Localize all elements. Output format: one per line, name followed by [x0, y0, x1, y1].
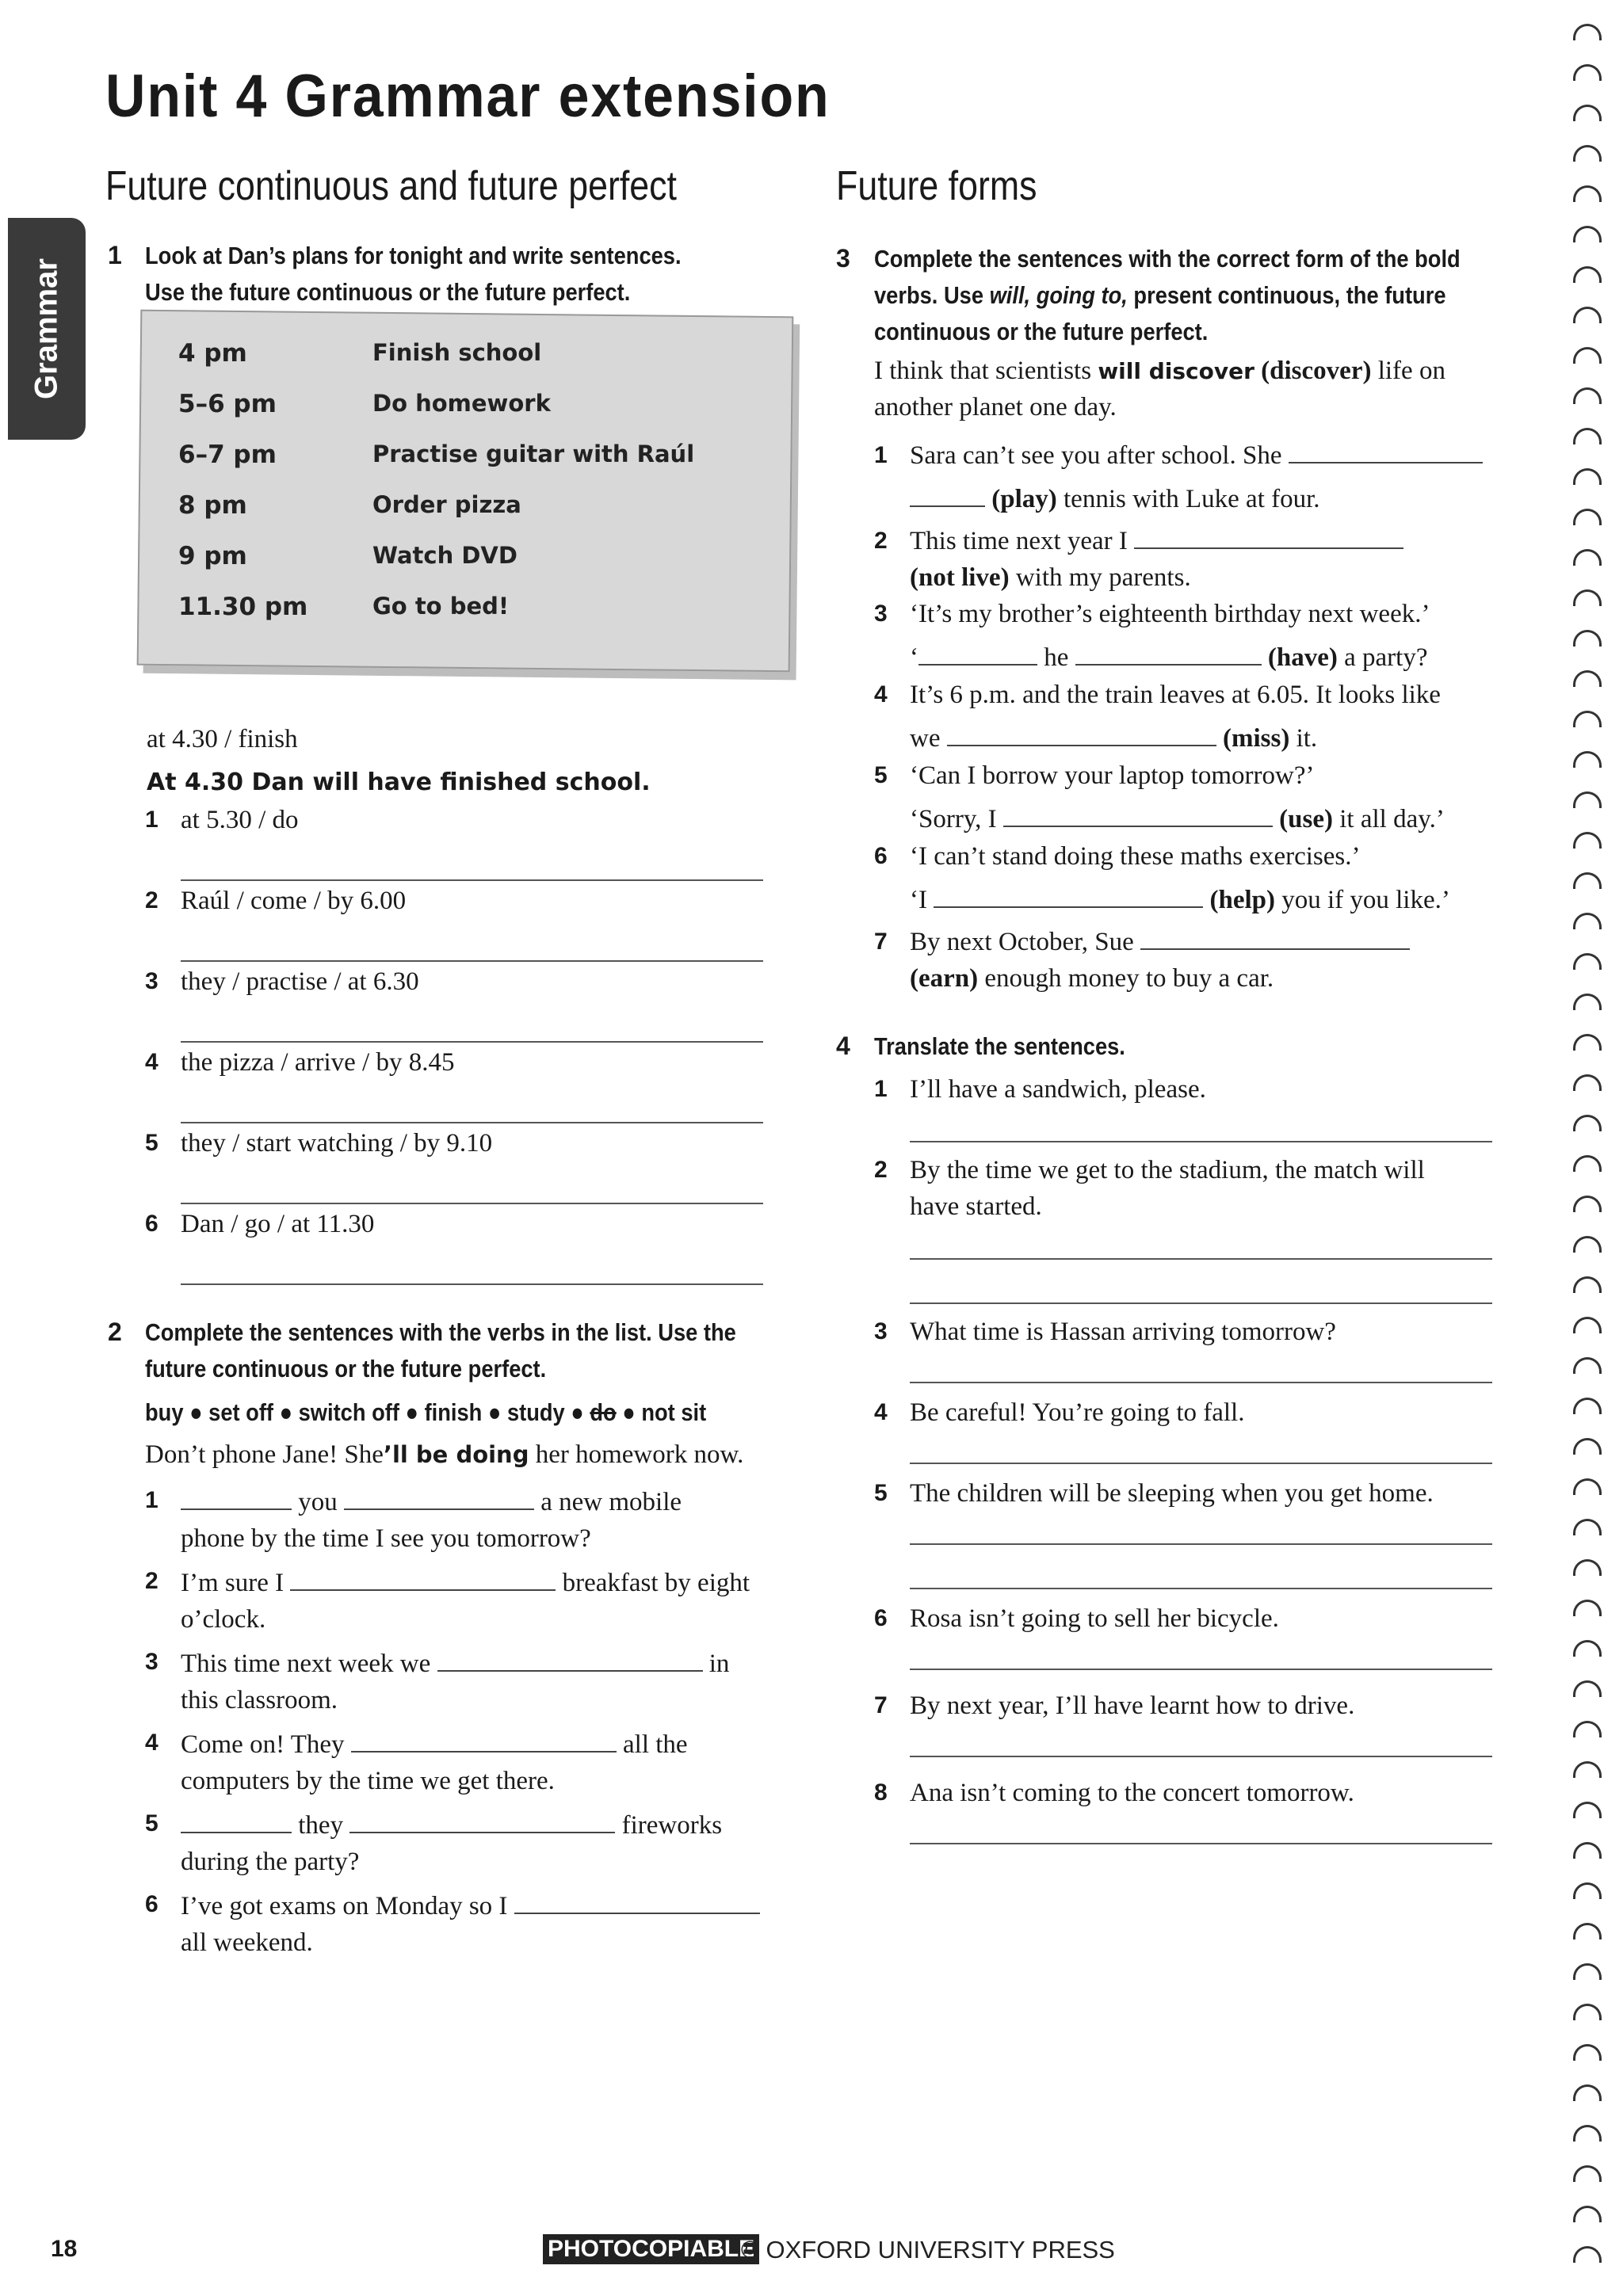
item-verb: (have): [1267, 643, 1338, 672]
spiral-ring: [1573, 832, 1602, 849]
plan-row: [178, 390, 733, 441]
item-text: Be careful! You’re going to fall.: [910, 1398, 1245, 1427]
answer-line[interactable]: [910, 1669, 1492, 1670]
item-text: It’s 6 p.m. and the train leaves at 6.05. It looks like: [910, 681, 1441, 709]
spiral-ring: [1573, 145, 1602, 162]
item-text: all the: [623, 1730, 688, 1759]
item-text: ‘I can’t stand doing these maths exercises.’: [910, 842, 1361, 871]
item-number: 3: [874, 1318, 888, 1344]
answer-line[interactable]: [910, 1543, 1492, 1545]
item-number: 2: [145, 887, 158, 913]
example-text: life on: [1371, 357, 1445, 385]
side-tab-label: Grammar: [29, 258, 64, 399]
item-number: 6: [874, 1605, 888, 1631]
spiral-ring: [1573, 2165, 1602, 2182]
item-number: 6: [145, 1891, 158, 1917]
section-title-left: Future continuous and future perfect: [105, 163, 677, 209]
answer-line[interactable]: [910, 1258, 1492, 1260]
item-number: 4: [874, 1399, 888, 1425]
spiral-ring: [1573, 1761, 1602, 1778]
spiral-ring: [1573, 307, 1602, 323]
item-number: 4: [145, 1730, 158, 1756]
item-number: 7: [874, 929, 888, 955]
item-text: this classroom.: [181, 1686, 338, 1714]
answer-line[interactable]: [181, 1203, 763, 1204]
item-text: I’ve got exams on Monday so I: [181, 1892, 508, 1920]
item-number: 7: [874, 1692, 888, 1718]
spiral-ring: [1573, 1236, 1602, 1253]
instruction-line: [874, 277, 1461, 314]
spiral-ring: [1573, 509, 1602, 525]
spiral-ring: [1573, 1802, 1602, 1818]
item-text: they: [298, 1811, 344, 1840]
item-text: What time is Hassan arriving tomorrow?: [910, 1318, 1336, 1346]
plan-row: [178, 339, 733, 390]
item-number: 2: [145, 1568, 158, 1594]
example-answer: ’ll be doing: [383, 1441, 529, 1468]
item-number: 1: [145, 1487, 158, 1513]
example-prompt: at 4.30 / finish: [147, 725, 298, 753]
spiral-ring: [1573, 1842, 1602, 1859]
plan-activity: Watch DVD: [372, 542, 517, 569]
plan-row: [178, 542, 733, 593]
item-text: Come on! They: [181, 1730, 345, 1759]
plan-time: 5–6 pm: [178, 390, 277, 418]
item-text: I’m sure I: [181, 1569, 285, 1597]
spiral-ring: [1573, 468, 1602, 485]
answer-line[interactable]: [181, 1283, 763, 1285]
spiral-ring: [1573, 1115, 1602, 1131]
plan-time: 9 pm: [178, 542, 247, 570]
page-number: 18: [51, 2236, 78, 2262]
item-number: 2: [874, 528, 888, 554]
item-number: 3: [145, 1649, 158, 1675]
spiral-ring: [1573, 1438, 1602, 1455]
spiral-ring: [1573, 1882, 1602, 1899]
spiral-ring: [1573, 913, 1602, 929]
plan-time: 11.30 pm: [178, 593, 308, 621]
answer-blank[interactable]: [514, 1890, 760, 1914]
answer-line[interactable]: [181, 1041, 763, 1043]
answer-line[interactable]: [181, 1122, 763, 1123]
verb-used: do: [590, 1398, 617, 1426]
instruction-line: Look at Dan’s plans for tonight and write sentences.: [145, 242, 682, 269]
spiral-ring: [1573, 1478, 1602, 1495]
item-number: 1: [874, 442, 888, 468]
spiral-ring: [1573, 1357, 1602, 1374]
spiral-ring: [1573, 1196, 1602, 1212]
item-text: Dan / go / at 11.30: [181, 1210, 375, 1238]
item-text: during the party?: [181, 1848, 360, 1876]
item-number: 5: [145, 1130, 158, 1156]
item-text: they / practise / at 6.30: [181, 967, 419, 996]
item-text: ‘Sorry, I: [910, 805, 997, 833]
plan-activity: Go to bed!: [372, 593, 510, 620]
answer-blank[interactable]: [181, 1810, 292, 1833]
spiral-ring: [1573, 549, 1602, 566]
item-number: 3: [145, 968, 158, 994]
verb: not sit: [641, 1398, 707, 1426]
item-text: a party?: [1337, 643, 1428, 672]
spiral-ring: [1573, 1640, 1602, 1657]
item-text: enough money to buy a car.: [978, 964, 1274, 993]
item-text: I’ll have a sandwich, please.: [910, 1075, 1206, 1104]
answer-blank[interactable]: [290, 1567, 556, 1591]
question-instruction: [145, 238, 682, 311]
spiral-ring: [1573, 24, 1602, 40]
spiral-ring: [1573, 266, 1602, 283]
item-text: o’clock.: [181, 1605, 266, 1634]
spiral-ring: [1573, 226, 1602, 242]
item-number: 4: [145, 1049, 158, 1075]
verb: switch off: [298, 1398, 399, 1426]
item-number: 6: [874, 843, 888, 869]
photocopiable-label: PHOTOCOPIABLE: [543, 2234, 759, 2264]
plan-time: 8 pm: [178, 491, 247, 520]
item-number: 4: [874, 681, 888, 707]
plan-activity: Finish school: [372, 339, 542, 366]
item-text: ‘Can I borrow your laptop tomorrow?’: [910, 761, 1315, 790]
section-title-right: Future forms: [836, 163, 1037, 209]
item-text: computers by the time we get there.: [181, 1767, 555, 1795]
instruction-line: Use the future continuous or the future perfect.: [145, 278, 631, 306]
spiral-ring: [1573, 751, 1602, 768]
item-verb: (miss): [1222, 724, 1290, 753]
item-text: they / start watching / by 9.10: [181, 1129, 493, 1158]
answer-blank[interactable]: [181, 1486, 292, 1510]
item-number: 2: [874, 1157, 888, 1183]
answer-blank[interactable]: [1289, 440, 1483, 463]
answer-blank[interactable]: [1003, 803, 1273, 827]
example-answer: will discover: [1098, 358, 1254, 384]
publisher-label: © OXFORD UNIVERSITY PRESS: [741, 2236, 1115, 2264]
example-text: I think that scientists: [874, 357, 1098, 385]
page-title: Unit 4 Grammar extension: [105, 63, 831, 130]
instruction-text: present continuous, the future: [1127, 281, 1446, 309]
spiral-ring: [1573, 2004, 1602, 2020]
item-text: By the time we get to the stadium, the match will: [910, 1156, 1425, 1184]
item-number: 8: [874, 1779, 888, 1806]
answer-blank[interactable]: [1140, 926, 1410, 950]
answer-line[interactable]: [910, 1463, 1492, 1464]
spiral-ring: [1573, 428, 1602, 444]
item-verb: (earn): [910, 964, 979, 993]
verb: buy: [145, 1398, 184, 1426]
item-text: Sara can’t see you after school. She: [910, 441, 1282, 470]
item-text: Raúl / come / by 6.00: [181, 887, 407, 915]
item-text: all weekend.: [181, 1928, 313, 1957]
instruction-line: continuous or the future perfect.: [874, 318, 1209, 345]
answer-blank[interactable]: [351, 1729, 617, 1753]
verb: set off: [208, 1398, 273, 1426]
answer-blank[interactable]: [910, 483, 985, 507]
answer-blank[interactable]: [934, 884, 1203, 908]
question-instruction: Translate the sentences.: [874, 1032, 1125, 1060]
spiral-ring: [1573, 994, 1602, 1010]
plan-activity: Do homework: [372, 390, 551, 417]
example-verb: (discover): [1261, 357, 1372, 385]
example-sentence: [145, 1436, 743, 1473]
spiral-ring: [1573, 1721, 1602, 1737]
plan-row: [178, 491, 733, 542]
q1-items: [145, 807, 763, 1298]
plan-time: 4 pm: [178, 339, 247, 368]
answer-blank[interactable]: [1075, 642, 1262, 666]
instruction-line: Complete the sentences with the verbs in the list. Use the: [145, 1318, 736, 1346]
question-number: 3: [836, 244, 850, 273]
item-text: we: [910, 724, 941, 753]
item-text: breakfast by eight: [562, 1569, 750, 1597]
plan-activity: Order pizza: [372, 491, 521, 518]
item-text: By next October, Sue: [910, 928, 1134, 956]
spiral-ring: [1573, 1317, 1602, 1333]
plan-row: [178, 593, 733, 643]
item-number: 3: [874, 601, 888, 627]
item-text: phone by the time I see you tomorrow?: [181, 1524, 591, 1553]
answer-blank[interactable]: [344, 1486, 534, 1510]
spiral-ring: [1573, 1680, 1602, 1697]
spiral-ring: [1573, 1923, 1602, 1939]
item-text: in: [708, 1650, 730, 1678]
verb: finish: [424, 1398, 483, 1426]
spiral-ring: [1573, 2246, 1602, 2263]
spiral-ring: [1573, 105, 1602, 121]
plan-time: 6–7 pm: [178, 441, 277, 469]
plan-activity: Practise guitar with Raúl: [372, 441, 695, 467]
question-number: 2: [108, 1318, 122, 1346]
spiral-ring: [1573, 1155, 1602, 1172]
spiral-ring: [1573, 2044, 1602, 2061]
instruction-text: verbs. Use: [874, 281, 990, 309]
example-text: her homework now.: [529, 1440, 744, 1469]
example-answer: At 4.30 Dan will have finished school.: [147, 769, 651, 796]
spiral-ring: [1573, 347, 1602, 364]
answer-line[interactable]: [910, 1843, 1492, 1844]
item-text: it all day.’: [1333, 805, 1445, 833]
item-number: 1: [145, 807, 158, 833]
item-number: 5: [145, 1810, 158, 1836]
item-text: Ana isn’t coming to the concert tomorrow.: [910, 1779, 1354, 1807]
item-text: The children will be sleeping when you get home.: [910, 1479, 1434, 1508]
item-text: you if you like.’: [1274, 886, 1450, 914]
item-number: 6: [145, 1211, 158, 1237]
item-number: 5: [874, 762, 888, 788]
question-number: 1: [108, 241, 122, 269]
spiral-ring: [1573, 185, 1602, 202]
spiral-ring: [1573, 630, 1602, 646]
item-text: ‘I: [910, 886, 927, 914]
question-instruction: [145, 1314, 736, 1387]
item-text: the pizza / arrive / by 8.45: [181, 1048, 455, 1077]
item-text: Rosa isn’t going to sell her bicycle.: [910, 1604, 1279, 1633]
spiral-ring: [1573, 1519, 1602, 1535]
answer-blank[interactable]: [918, 642, 1037, 666]
spiral-ring: [1573, 2125, 1602, 2142]
answer-line[interactable]: [910, 1302, 1492, 1304]
answer-line[interactable]: [181, 960, 763, 962]
verb: study: [506, 1398, 565, 1426]
item-text: a new mobile: [540, 1488, 682, 1516]
answer-blank[interactable]: [437, 1648, 703, 1672]
item-text: have started.: [910, 1192, 1042, 1221]
spiral-ring: [1573, 1600, 1602, 1616]
spiral-ring: [1573, 872, 1602, 889]
instruction-line: Complete the sentences with the correct form of the bold: [874, 245, 1461, 273]
item-text: ‘It’s my brother’s eighteenth birthday next week.’: [910, 600, 1430, 628]
item-number: 5: [874, 1480, 888, 1506]
spiral-ring: [1573, 791, 1602, 808]
plan-row: [178, 441, 733, 491]
item-verb: (help): [1209, 886, 1275, 914]
answer-line[interactable]: [910, 1141, 1492, 1142]
item-verb: (play): [991, 485, 1057, 513]
item-verb: (use): [1279, 805, 1333, 833]
item-text: fireworks: [621, 1811, 723, 1840]
question-number: 4: [836, 1032, 850, 1060]
answer-blank[interactable]: [1134, 525, 1403, 549]
answer-line[interactable]: [181, 879, 763, 881]
answer-line[interactable]: [910, 1382, 1492, 1383]
item-text: at 5.30 / do: [181, 806, 299, 834]
spiral-ring: [1573, 1074, 1602, 1091]
spiral-ring: [1573, 1276, 1602, 1293]
spiral-ring: [1573, 1963, 1602, 1980]
spiral-ring: [1573, 670, 1602, 687]
item-text: This time next week we: [181, 1650, 431, 1678]
example-text: another planet one day.: [874, 393, 1117, 421]
item-text: This time next year I: [910, 527, 1128, 555]
spiral-ring: [1573, 1034, 1602, 1051]
item-text: tennis with Luke at four.: [1056, 485, 1320, 513]
item-text: it.: [1289, 724, 1318, 753]
answer-line[interactable]: [910, 1588, 1492, 1589]
spiral-ring: [1573, 1559, 1602, 1576]
question-instruction: [874, 241, 1461, 350]
spiral-ring: [1573, 387, 1602, 404]
example-sentence: [874, 353, 1445, 390]
item-text: he: [1044, 643, 1069, 672]
item-number: 1: [874, 1076, 888, 1102]
spiral-ring: [1573, 64, 1602, 81]
spiral-ring: [1573, 2084, 1602, 2101]
side-tab: [8, 218, 86, 440]
spiral-ring: [1573, 711, 1602, 727]
spiral-ring: [1573, 589, 1602, 606]
spiral-ring: [1573, 2206, 1602, 2222]
spiral-ring: [1573, 1398, 1602, 1414]
instruction-emphasis: will, going to,: [989, 281, 1128, 309]
verb-list: buy ● set off ● switch off ● finish ● study ● do ● not sit: [145, 1398, 707, 1426]
item-text: with my parents.: [1009, 563, 1191, 592]
instruction-line: future continuous or the future perfect.: [145, 1355, 547, 1383]
example-text: Don’t phone Jane! She: [145, 1440, 384, 1469]
item-verb: (not live): [910, 563, 1010, 592]
item-text: you: [298, 1488, 338, 1516]
answer-blank[interactable]: [349, 1810, 615, 1833]
spiral-ring: [1573, 953, 1602, 970]
item-text: By next year, I’ll have learnt how to drive.: [910, 1691, 1355, 1720]
answer-blank[interactable]: [947, 723, 1216, 746]
answer-line[interactable]: [910, 1756, 1492, 1757]
